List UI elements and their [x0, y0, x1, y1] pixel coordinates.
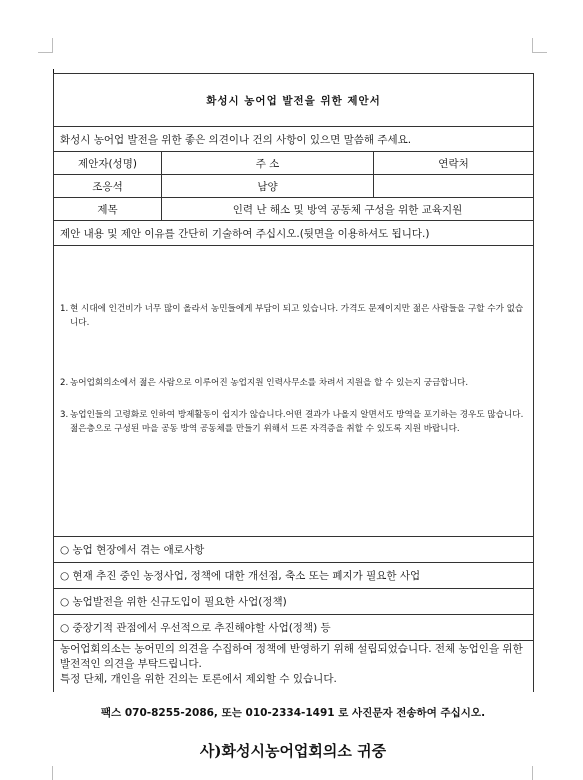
- proposer-label: 제안자(성명): [54, 152, 162, 175]
- proposal-form-table: [53, 73, 534, 692]
- proposer-field[interactable]: 주 소: [162, 152, 374, 175]
- proposal-item-2: [60, 376, 527, 390]
- option-policy-improvement: ○ 현재 추진 중인 농정사업, 정책에 대한 개선점, 축소 또는 폐지가 필요한 사업: [54, 563, 534, 589]
- contact-field[interactable]: [374, 175, 534, 198]
- crop-mark-bottom-left: [38, 766, 53, 780]
- item-text: 농어업회의소에서 젊은 사람으로 이루어진 농업지원 인력사무소를 차려서 지원을 할 수 있는지 궁금합니다.: [70, 378, 469, 388]
- item-number: 2.: [60, 378, 69, 388]
- option-priority-projects: ○ 중장기적 관점에서 우선적으로 추진해야할 사업(정책) 등: [54, 615, 534, 641]
- option-hardships: ○ 농업 현장에서 겪는 애로사항: [54, 537, 534, 563]
- form-title: 화성시 농어업 발전을 위한 제안서: [54, 74, 534, 127]
- association-field[interactable]: 남양: [162, 175, 374, 198]
- crop-mark-top-right: [532, 38, 547, 53]
- contact-instructions: 팩스 070-8255-2086, 또는 010-2334-1491 로 사진문자 전송하여 주십시오.: [100, 707, 486, 719]
- item-number: 3.: [60, 410, 69, 420]
- subject-label: 제목: [54, 198, 162, 221]
- proposal-body-field[interactable]: [54, 246, 534, 537]
- proposal-items: [60, 302, 527, 436]
- item-text: 현 시대에 인건비가 너무 많이 올라서 농민들에게 부담이 되고 있습니다. 가격도 문제이지만 젊은 사람들을 구할 수가 없습니다.: [70, 304, 524, 328]
- contact-label: 연락처: [374, 152, 534, 175]
- proposal-item-1: [60, 302, 527, 330]
- association-label: 조응석: [54, 175, 162, 198]
- item-text: 농업인들의 고령화로 인하여 방제활동이 쉽지가 않습니다.어떤 결과가 나올지 알면서도 방역을 포기하는 경우도 많습니다. 젊은층으로 구성된 마을 공동 방역 공동체를 만들기 위해서 드론 자격증을 취할 수 있도록 지원 바랍니다.: [70, 410, 524, 434]
- item-number: 1.: [60, 304, 69, 314]
- form-intro[interactable]: 화성시 농어업 발전을 위한 좋은 의견이나 건의 사항이 있으면 말씀해 주세요.: [54, 127, 534, 152]
- proposal-item-3: [60, 408, 527, 436]
- subject-field[interactable]: 인력 난 해소 및 방역 공동체 구성을 위한 교육지원: [162, 198, 534, 221]
- crop-mark-top-left: [38, 38, 53, 53]
- body-heading: 제안 내용 및 제안 이유를 간단히 기술하여 주십시오.(뒷면을 이용하셔도 됩니다.): [54, 221, 534, 246]
- option-new-projects: ○ 농업발전을 위한 신규도입이 필요한 사업(정책): [54, 589, 534, 615]
- crop-mark-bottom-right: [532, 766, 547, 780]
- sender-line: 사)화성시농어업회의소 귀중: [199, 742, 387, 760]
- notice-text: 농어업회의소는 농어민의 의견을 수집하여 정책에 반영하기 위해 설립되었습니다. 전체 농업인을 위한 발전적인 의견을 부탁드립니다. 특정 단체, 개인을 위한 건의는 토론에서 제외할 수 있습니다.: [54, 641, 534, 693]
